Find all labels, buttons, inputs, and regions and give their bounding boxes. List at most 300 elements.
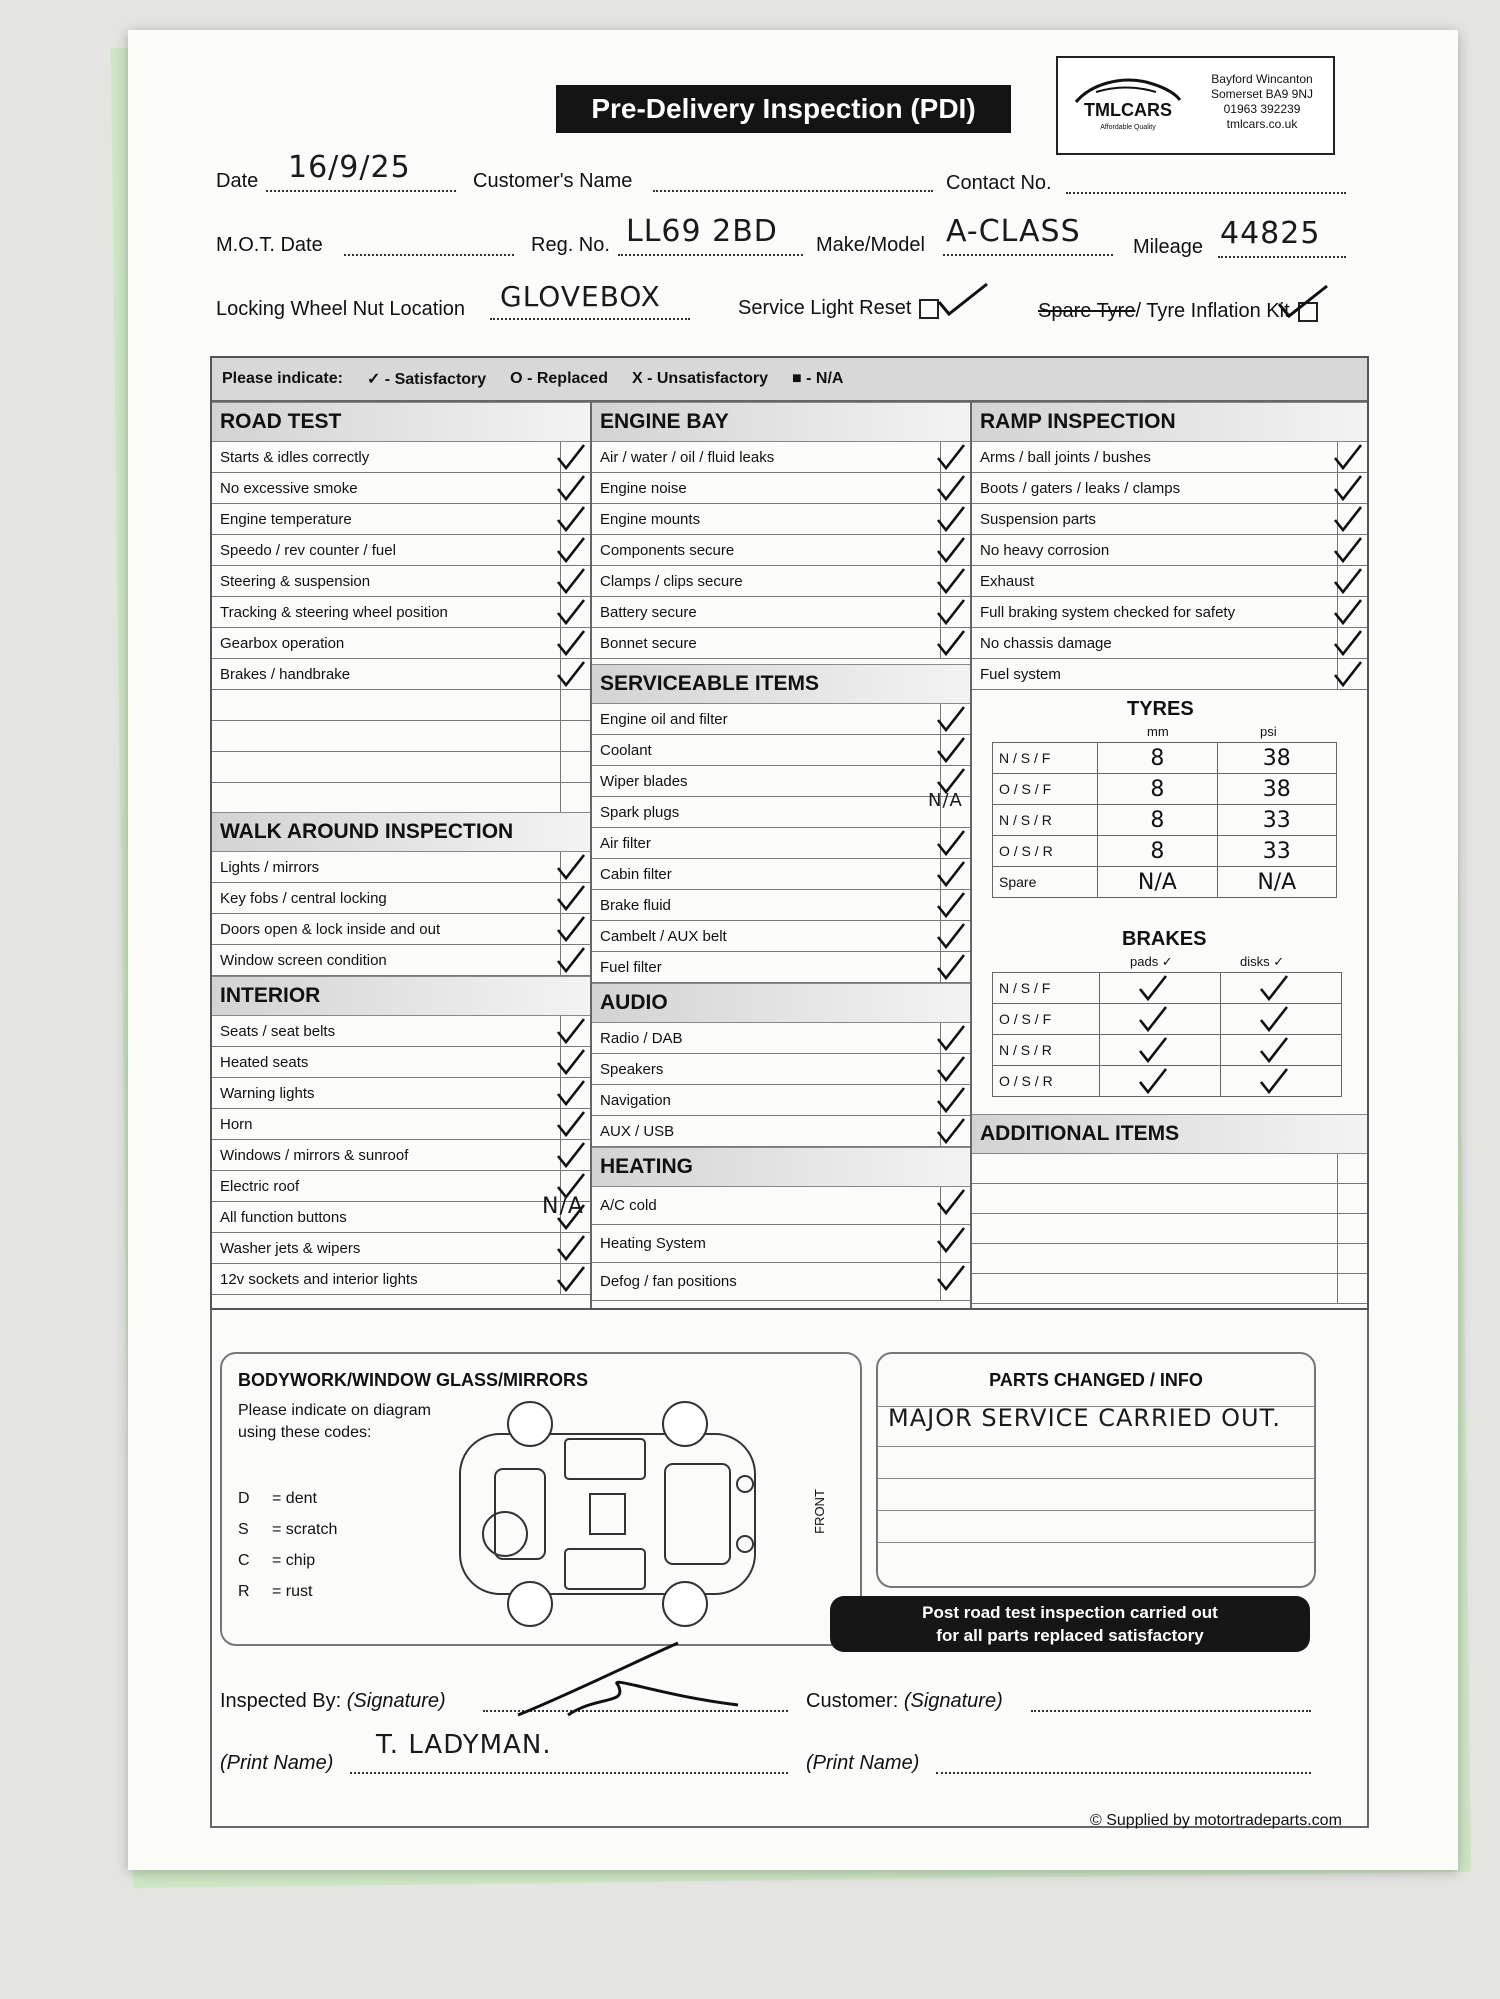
checklist-row[interactable] — [592, 628, 970, 659]
parts-note: MAJOR SERVICE CARRIED OUT. — [888, 1404, 1281, 1432]
checklist-label: Speakers — [600, 1060, 664, 1078]
code-key: D — [238, 1490, 250, 1507]
tick-mark — [934, 1054, 968, 1084]
checklist-label: Washer jets & wipers — [220, 1239, 361, 1257]
checklist-row[interactable] — [212, 852, 590, 883]
code-meaning: = rust — [272, 1583, 313, 1600]
brake-pos: O / S / F — [993, 1004, 1100, 1035]
checklist-row[interactable] — [972, 659, 1367, 690]
tick-mark — [934, 828, 968, 858]
tyre-pos: Spare — [993, 867, 1098, 898]
checklist-row[interactable] — [212, 566, 590, 597]
checklist-row[interactable] — [592, 1116, 970, 1147]
checklist-row[interactable] — [212, 1016, 590, 1047]
tyre-pos: O / S / F — [993, 774, 1098, 805]
checklist-label: AUX / USB — [600, 1122, 675, 1140]
tyre-row — [993, 836, 1337, 867]
address-line: Bayford Wincanton — [1211, 72, 1313, 86]
checklist-label: Fuel filter — [600, 958, 662, 976]
tyre-kit-text: / Tyre Inflation Kit — [1135, 300, 1290, 322]
tick-mark — [934, 1116, 968, 1146]
additional-header: ADDITIONAL ITEMS — [972, 1114, 1367, 1154]
brakes-col-pads: pads ✓ — [1130, 954, 1173, 969]
legend-bar — [212, 358, 1367, 402]
checklist-row[interactable] — [212, 442, 590, 473]
electric-roof-mark: N/A — [542, 1194, 584, 1219]
tick-mark — [1257, 973, 1291, 1003]
brake-row — [993, 973, 1342, 1004]
checklist-row[interactable] — [592, 1054, 970, 1085]
tick-mark — [554, 504, 588, 534]
tick-mark — [554, 442, 588, 472]
checklist-label: No heavy corrosion — [980, 541, 1110, 559]
tick-mark — [934, 535, 968, 565]
ramp-header: RAMP INSPECTION — [972, 402, 1367, 442]
checklist-label: Tracking & steering wheel position — [220, 603, 448, 621]
tick-mark — [934, 1225, 968, 1255]
brake-pos: N / S / R — [993, 1035, 1100, 1066]
brake-pos: O / S / R — [993, 1066, 1100, 1097]
check-cell[interactable] — [560, 690, 561, 721]
tyres-table — [992, 742, 1337, 898]
make-value: A-CLASS — [946, 214, 1081, 249]
checklist-label: Arms / ball joints / bushes — [980, 448, 1151, 466]
checklist-label: Horn — [220, 1115, 253, 1133]
blank-row[interactable] — [972, 1214, 1367, 1244]
bodywork-box — [220, 1352, 862, 1646]
tick-mark — [934, 504, 968, 534]
tick-mark — [1331, 442, 1365, 472]
tick-mark — [554, 659, 588, 689]
checklist-label: Engine mounts — [600, 510, 701, 528]
customer-print-field[interactable] — [936, 1772, 1311, 1774]
tick-mark — [1331, 535, 1365, 565]
tyre-psi[interactable]: 38 — [1217, 774, 1336, 805]
tick-mark — [554, 914, 588, 944]
checklist-row[interactable] — [592, 442, 970, 473]
checklist-row[interactable] — [212, 1171, 590, 1202]
handwritten-signature — [508, 1635, 748, 1725]
tyre-mm[interactable]: 8 — [1098, 836, 1217, 867]
divider — [878, 1542, 1314, 1543]
brake-row — [993, 1066, 1342, 1097]
brake-disks-cell[interactable] — [1220, 973, 1341, 1004]
reg-field[interactable] — [618, 254, 803, 256]
checklist-label: Full braking system checked for safety — [980, 603, 1236, 621]
checklist-label: Components secure — [600, 541, 735, 559]
tick-mark — [554, 473, 588, 503]
tick-mark — [1331, 566, 1365, 596]
blank-row[interactable] — [212, 783, 590, 814]
checklist-row[interactable] — [592, 1263, 970, 1301]
customer-field[interactable] — [653, 190, 933, 192]
bodywork-instruction: using these codes: — [238, 1424, 372, 1441]
signature-label: (Signature) — [903, 1690, 1003, 1712]
tyre-row — [993, 867, 1337, 898]
brake-pads-cell[interactable] — [1099, 1066, 1220, 1097]
pdi-form — [128, 30, 1458, 1870]
address-line: tmlcars.co.uk — [1226, 117, 1298, 131]
inspector-print-value: T. LADYMAN. — [376, 1730, 552, 1760]
checklist-label: Engine temperature — [220, 510, 352, 528]
check-cell[interactable] — [1337, 1244, 1338, 1274]
checklist-label: Exhaust — [980, 572, 1035, 590]
checklist-label: Steering & suspension — [220, 572, 371, 590]
code-meaning: = scratch — [272, 1521, 338, 1538]
tick-mark — [1257, 1066, 1291, 1096]
checklist-row[interactable] — [592, 735, 970, 766]
check-cell[interactable] — [560, 783, 561, 814]
post-road-test-banner — [830, 1596, 1310, 1652]
tick-mark — [554, 1016, 588, 1046]
tick-mark — [1136, 973, 1170, 1003]
spark-plugs-mark: N/A — [928, 790, 963, 811]
checklist-row[interactable] — [592, 566, 970, 597]
checklist-label: Air / water / oil / fluid leaks — [600, 448, 775, 466]
checklist-row[interactable] — [212, 945, 590, 976]
blank-row[interactable] — [972, 1184, 1367, 1214]
checklist-label: Heated seats — [220, 1053, 309, 1071]
front-label: FRONT — [811, 1489, 827, 1534]
checklist-row[interactable] — [972, 566, 1367, 597]
tyre-pos: O / S / R — [993, 836, 1098, 867]
tick-mark — [1136, 1066, 1170, 1096]
address-line: 01963 392239 — [1223, 102, 1301, 116]
parts-changed-box — [876, 1352, 1316, 1588]
tyre-row — [993, 774, 1337, 805]
checklist-row[interactable] — [592, 952, 970, 983]
checklist-label: Speedo / rev counter / fuel — [220, 541, 396, 559]
tick-mark — [1257, 1004, 1291, 1034]
inspected-by — [220, 1690, 446, 1713]
tick-mark — [554, 1078, 588, 1108]
checklist-row[interactable] — [212, 628, 590, 659]
bodywork-instruction: Please indicate on diagram — [238, 1402, 432, 1419]
tick-mark — [934, 628, 968, 658]
tick-mark — [934, 473, 968, 503]
check-cell[interactable] — [1337, 1184, 1338, 1214]
checklist-row[interactable] — [592, 859, 970, 890]
customer-signature — [806, 1690, 1003, 1713]
checklist-row[interactable] — [592, 890, 970, 921]
checklist-label: All function buttons — [220, 1208, 347, 1226]
checklist-label: Gearbox operation — [220, 634, 345, 652]
checklist-row[interactable] — [592, 597, 970, 628]
tyre-mm[interactable]: 8 — [1098, 805, 1217, 836]
banner-line: for all parts replaced satisfactory — [936, 1626, 1204, 1645]
checklist-row[interactable] — [212, 659, 590, 690]
checklist-label: Air filter — [600, 834, 651, 852]
footer-credit: © Supplied by motortradeparts.com — [1090, 1812, 1342, 1829]
brake-disks-cell[interactable] — [1220, 1004, 1341, 1035]
tick-mark — [554, 1047, 588, 1077]
checklist-row[interactable] — [212, 1078, 590, 1109]
tick-mark — [934, 859, 968, 889]
checklist-label: Battery secure — [600, 603, 697, 621]
checklist-row[interactable] — [592, 504, 970, 535]
logo-tagline: Affordable Quality — [1100, 124, 1156, 131]
check-cell[interactable] — [560, 752, 561, 783]
check-cell[interactable] — [1337, 1274, 1338, 1304]
tyre-psi[interactable]: 33 — [1217, 805, 1336, 836]
checklist-label: Engine noise — [600, 479, 687, 497]
dealer-logo — [1056, 56, 1335, 155]
tick-mark — [1331, 504, 1365, 534]
checklist-row[interactable] — [592, 473, 970, 504]
checklist-label: Electric roof — [220, 1177, 300, 1195]
checklist-row[interactable] — [592, 828, 970, 859]
checklist-row[interactable] — [212, 504, 590, 535]
checklist-row[interactable] — [592, 535, 970, 566]
make-label: Make/Model — [816, 234, 925, 256]
tick-mark — [554, 1109, 588, 1139]
inspection-grid — [210, 356, 1369, 1310]
tick-mark — [934, 704, 968, 734]
checklist-label: Cambelt / AUX belt — [600, 927, 727, 945]
brake-row — [993, 1004, 1342, 1035]
tick-mark — [934, 442, 968, 472]
checklist-row[interactable] — [972, 597, 1367, 628]
divider — [878, 1478, 1314, 1479]
heating-header: HEATING — [592, 1147, 970, 1187]
tick-mark — [934, 1023, 968, 1053]
lwn-value: GLOVEBOX — [500, 280, 661, 313]
tyres-col-mm: mm — [1147, 724, 1169, 739]
tyres-title: TYRES — [1127, 698, 1194, 720]
lwn-field[interactable] — [490, 318, 690, 320]
tick-mark — [554, 945, 588, 975]
checklist-row[interactable] — [592, 797, 970, 828]
tick-mark — [554, 628, 588, 658]
tick-mark — [933, 280, 993, 320]
checklist-row[interactable] — [972, 504, 1367, 535]
mileage-field[interactable] — [1218, 256, 1346, 258]
tick-mark — [554, 1233, 588, 1263]
tyres-col-psi: psi — [1260, 724, 1277, 739]
checklist-row[interactable] — [212, 535, 590, 566]
checklist-label: 12v sockets and interior lights — [220, 1270, 418, 1288]
brakes-title: BRAKES — [1122, 928, 1207, 950]
checklist-label: Seats / seat belts — [220, 1022, 336, 1040]
inspector-print-field[interactable] — [350, 1772, 788, 1774]
checklist-label: Lights / mirrors — [220, 858, 320, 876]
inspected-label: Inspected By: — [220, 1690, 342, 1712]
customer-label: Customer's Name — [473, 170, 633, 192]
blank-row[interactable] — [212, 690, 590, 721]
checklist-row[interactable] — [972, 442, 1367, 473]
tyre-psi[interactable]: N/A — [1217, 867, 1336, 898]
tick-mark — [554, 535, 588, 565]
service-light-label — [738, 297, 939, 320]
brake-pads-cell[interactable] — [1099, 973, 1220, 1004]
tick-mark — [554, 883, 588, 913]
tick-mark — [934, 597, 968, 627]
tick-mark — [1273, 282, 1333, 322]
tick-mark — [1257, 1035, 1291, 1065]
mileage-value: 44825 — [1220, 216, 1321, 251]
tick-mark — [934, 1085, 968, 1115]
interior-header: INTERIOR — [212, 976, 590, 1016]
audio-header: AUDIO — [592, 983, 970, 1023]
tick-mark — [934, 952, 968, 982]
checklist-row[interactable] — [212, 473, 590, 504]
checklist-row[interactable] — [212, 1202, 590, 1233]
tick-mark — [934, 735, 968, 765]
checklist-label: Spark plugs — [600, 803, 680, 821]
checklist-label: Wiper blades — [600, 772, 688, 790]
spare-tyre-text: Spare Tyre — [1038, 300, 1136, 322]
legend-please: Please indicate: — [222, 370, 343, 387]
checklist-row[interactable] — [972, 473, 1367, 504]
checklist-row[interactable] — [592, 1085, 970, 1116]
tyre-row — [993, 805, 1337, 836]
checklist-row[interactable] — [592, 921, 970, 952]
checklist-row[interactable] — [972, 535, 1367, 566]
checklist-row[interactable] — [212, 597, 590, 628]
inspector-print-label: (Print Name) — [220, 1752, 334, 1774]
checklist-row[interactable] — [212, 1264, 590, 1295]
divider — [878, 1446, 1314, 1447]
checklist-label: No chassis damage — [980, 634, 1112, 652]
tick-mark — [1331, 597, 1365, 627]
blank-row[interactable] — [972, 1274, 1367, 1304]
reg-label: Reg. No. — [531, 234, 610, 256]
tyres-body — [993, 743, 1337, 898]
tyre-psi[interactable]: 38 — [1217, 743, 1336, 774]
customer-signature-field[interactable] — [1031, 1710, 1311, 1712]
tick-mark — [1136, 1035, 1170, 1065]
tyre-row — [993, 743, 1337, 774]
checklist-label: Windows / mirrors & sunroof — [220, 1146, 409, 1164]
bodywork-title: BODYWORK/WINDOW GLASS/MIRRORS — [238, 1370, 588, 1390]
tick-mark — [554, 597, 588, 627]
checklist-label: Brake fluid — [600, 896, 671, 914]
tick-mark — [934, 1187, 968, 1217]
blank-row[interactable] — [972, 1244, 1367, 1274]
tick-mark — [934, 566, 968, 596]
checklist-row[interactable] — [592, 704, 970, 735]
dealer-address — [1198, 72, 1326, 132]
car-diagram-icon[interactable] — [450, 1394, 770, 1634]
tick-mark — [1331, 628, 1365, 658]
checklist-label: Fuel system — [980, 665, 1061, 683]
tyre-mm[interactable]: 8 — [1098, 743, 1217, 774]
date-field[interactable] — [266, 190, 456, 192]
logo-name: TMLCARS — [1084, 100, 1172, 120]
check-cell[interactable] — [560, 721, 561, 752]
mileage-label: Mileage — [1133, 236, 1204, 258]
tick-mark — [1331, 659, 1365, 689]
brake-pads-cell[interactable] — [1099, 1004, 1220, 1035]
customer-sig-label: Customer: — [806, 1690, 899, 1712]
checklist-row[interactable] — [212, 1140, 590, 1171]
date-value: 16/9/25 — [288, 150, 411, 185]
checklist-row[interactable] — [212, 1233, 590, 1264]
checklist-row[interactable] — [972, 628, 1367, 659]
checklist-row[interactable] — [592, 1225, 970, 1263]
lwn-label: Locking Wheel Nut Location — [216, 298, 466, 320]
parts-title: PARTS CHANGED / INFO — [989, 1370, 1203, 1390]
divider — [878, 1510, 1314, 1511]
checklist-label: Brakes / handbrake — [220, 665, 351, 683]
engine-bay-header: ENGINE BAY — [592, 402, 970, 442]
tyre-mm[interactable]: 8 — [1098, 774, 1217, 805]
checklist-row[interactable] — [592, 1187, 970, 1225]
mot-label: M.O.T. Date — [216, 234, 323, 256]
brake-pads-cell[interactable] — [1099, 1035, 1220, 1066]
contact-label: Contact No. — [946, 172, 1052, 194]
signature-label: (Signature) — [346, 1690, 446, 1712]
checklist-label: Key fobs / central locking — [220, 889, 387, 907]
tick-mark — [1136, 1004, 1170, 1034]
brake-disks-cell[interactable] — [1220, 1035, 1341, 1066]
tyre-psi[interactable]: 33 — [1217, 836, 1336, 867]
brakes-col-disks: disks ✓ — [1240, 954, 1285, 969]
legend-satisfactory: ✓ - Satisfactory — [366, 371, 487, 388]
checklist-label: Coolant — [600, 741, 652, 759]
date-label: Date — [216, 170, 259, 192]
reg-value: LL69 2BD — [626, 214, 778, 249]
check-cell[interactable] — [1337, 1154, 1338, 1184]
serviceable-header: SERVICEABLE ITEMS — [592, 664, 970, 704]
checklist-row[interactable] — [212, 883, 590, 914]
brake-disks-cell[interactable] — [1220, 1066, 1341, 1097]
checklist-label: No excessive smoke — [220, 479, 358, 497]
legend-na: ■ - N/A — [792, 370, 844, 387]
checklist-label: Boots / gaters / leaks / clamps — [980, 479, 1181, 497]
brakes-table — [992, 972, 1342, 1097]
checklist-label: Starts & idles correctly — [220, 448, 370, 466]
checklist-row[interactable] — [212, 1109, 590, 1140]
legend-replaced: O - Replaced — [510, 370, 608, 387]
checklist-row[interactable] — [592, 766, 970, 797]
checklist-label: Doors open & lock inside and out — [220, 920, 441, 938]
tyre-mm[interactable]: N/A — [1098, 867, 1217, 898]
checklist-label: Radio / DAB — [600, 1029, 683, 1047]
contact-field[interactable] — [1066, 192, 1346, 194]
checklist-row[interactable] — [592, 1023, 970, 1054]
checklist-label: Cabin filter — [600, 865, 672, 883]
tick-mark — [554, 566, 588, 596]
blank-row[interactable] — [972, 1154, 1367, 1184]
check-cell[interactable] — [1337, 1214, 1338, 1244]
make-field[interactable] — [943, 254, 1113, 256]
blank-row[interactable] — [212, 752, 590, 783]
brake-pos: N / S / F — [993, 973, 1100, 1004]
checklist-label: Defog / fan positions — [600, 1273, 737, 1290]
mot-field[interactable] — [344, 254, 514, 256]
walk-around-header: WALK AROUND INSPECTION — [212, 812, 590, 852]
form-title: Pre-Delivery Inspection (PDI) — [556, 85, 1011, 133]
checklist-label: Heating System — [600, 1235, 706, 1252]
checklist-label: Clamps / clips secure — [600, 572, 743, 590]
blank-row[interactable] — [212, 721, 590, 752]
code-meaning: = chip — [272, 1552, 316, 1569]
tick-mark — [934, 1263, 968, 1293]
tick-mark — [554, 1264, 588, 1294]
address-line: Somerset BA9 9NJ — [1210, 87, 1314, 101]
service-light-text: Service Light Reset — [738, 297, 912, 319]
checklist-label: Window screen condition — [220, 951, 387, 969]
tick-mark — [934, 921, 968, 951]
tyre-pos: N / S / F — [993, 743, 1098, 774]
customer-print-label: (Print Name) — [806, 1752, 920, 1774]
tick-mark — [554, 1140, 588, 1170]
checklist-row[interactable] — [212, 914, 590, 945]
code-meaning: = dent — [272, 1490, 317, 1507]
checklist-row[interactable] — [212, 1047, 590, 1078]
tick-mark — [934, 890, 968, 920]
